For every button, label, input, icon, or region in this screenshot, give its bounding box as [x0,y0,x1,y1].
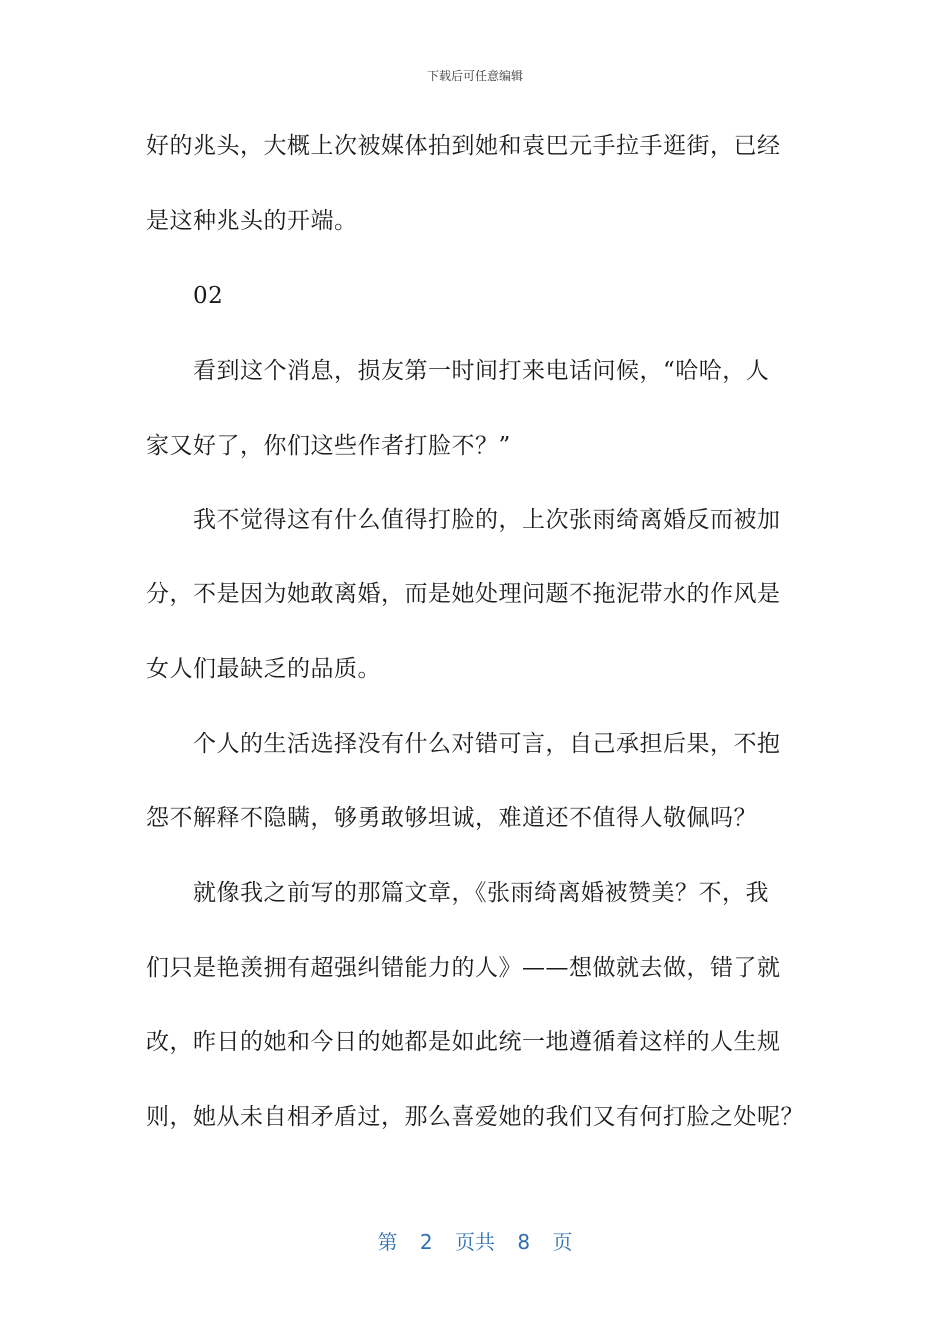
section-number: 02 [193,283,224,309]
text-line: 好的兆头，大概上次被媒体拍到她和袁巴元手拉手逛街，已经 [146,133,781,159]
text-line: 分，不是因为她敢离婚，而是她处理问题不拖泥带水的作风是 [146,581,781,607]
footer-prefix: 第 [377,1230,398,1254]
text-line: 女人们最缺乏的品质。 [146,656,381,682]
text-line: 我不觉得这有什么值得打脸的，上次张雨绮离婚反而被加 [193,507,781,533]
footer-middle: 页共 [455,1230,495,1254]
total-pages-number: 8 [517,1230,531,1254]
page-header-note: 下载后可任意编辑 [426,69,523,83]
text-line: 看到这个消息，损友第一时间打来电话问候，“哈哈，人 [193,358,770,384]
text-line: 个人的生活选择没有什么对错可言，自己承担后果，不抱 [193,731,781,757]
page-footer [0,1226,950,1255]
text-line: 家又好了，你们这些作者打脸不？” [146,433,511,459]
current-page-number: 2 [419,1230,433,1254]
text-line: 改，昨日的她和今日的她都是如此统一地遵循着这样的人生规 [146,1029,781,1055]
footer-suffix: 页 [552,1230,573,1254]
text-line: 就像我之前写的那篇文章，《张雨绮离婚被赞美？不，我 [193,880,769,906]
text-line: 怨不解释不隐瞒，够勇敢够坦诚，难道还不值得人敬佩吗？ [146,805,757,831]
text-line: 们只是艳羡拥有超强纠错能力的人》——想做就去做，错了就 [146,955,781,981]
text-line: 是这种兆头的开端。 [146,208,358,234]
text-line: 则，她从未自相矛盾过，那么喜爱她的我们又有何打脸之处呢？ [146,1104,804,1130]
